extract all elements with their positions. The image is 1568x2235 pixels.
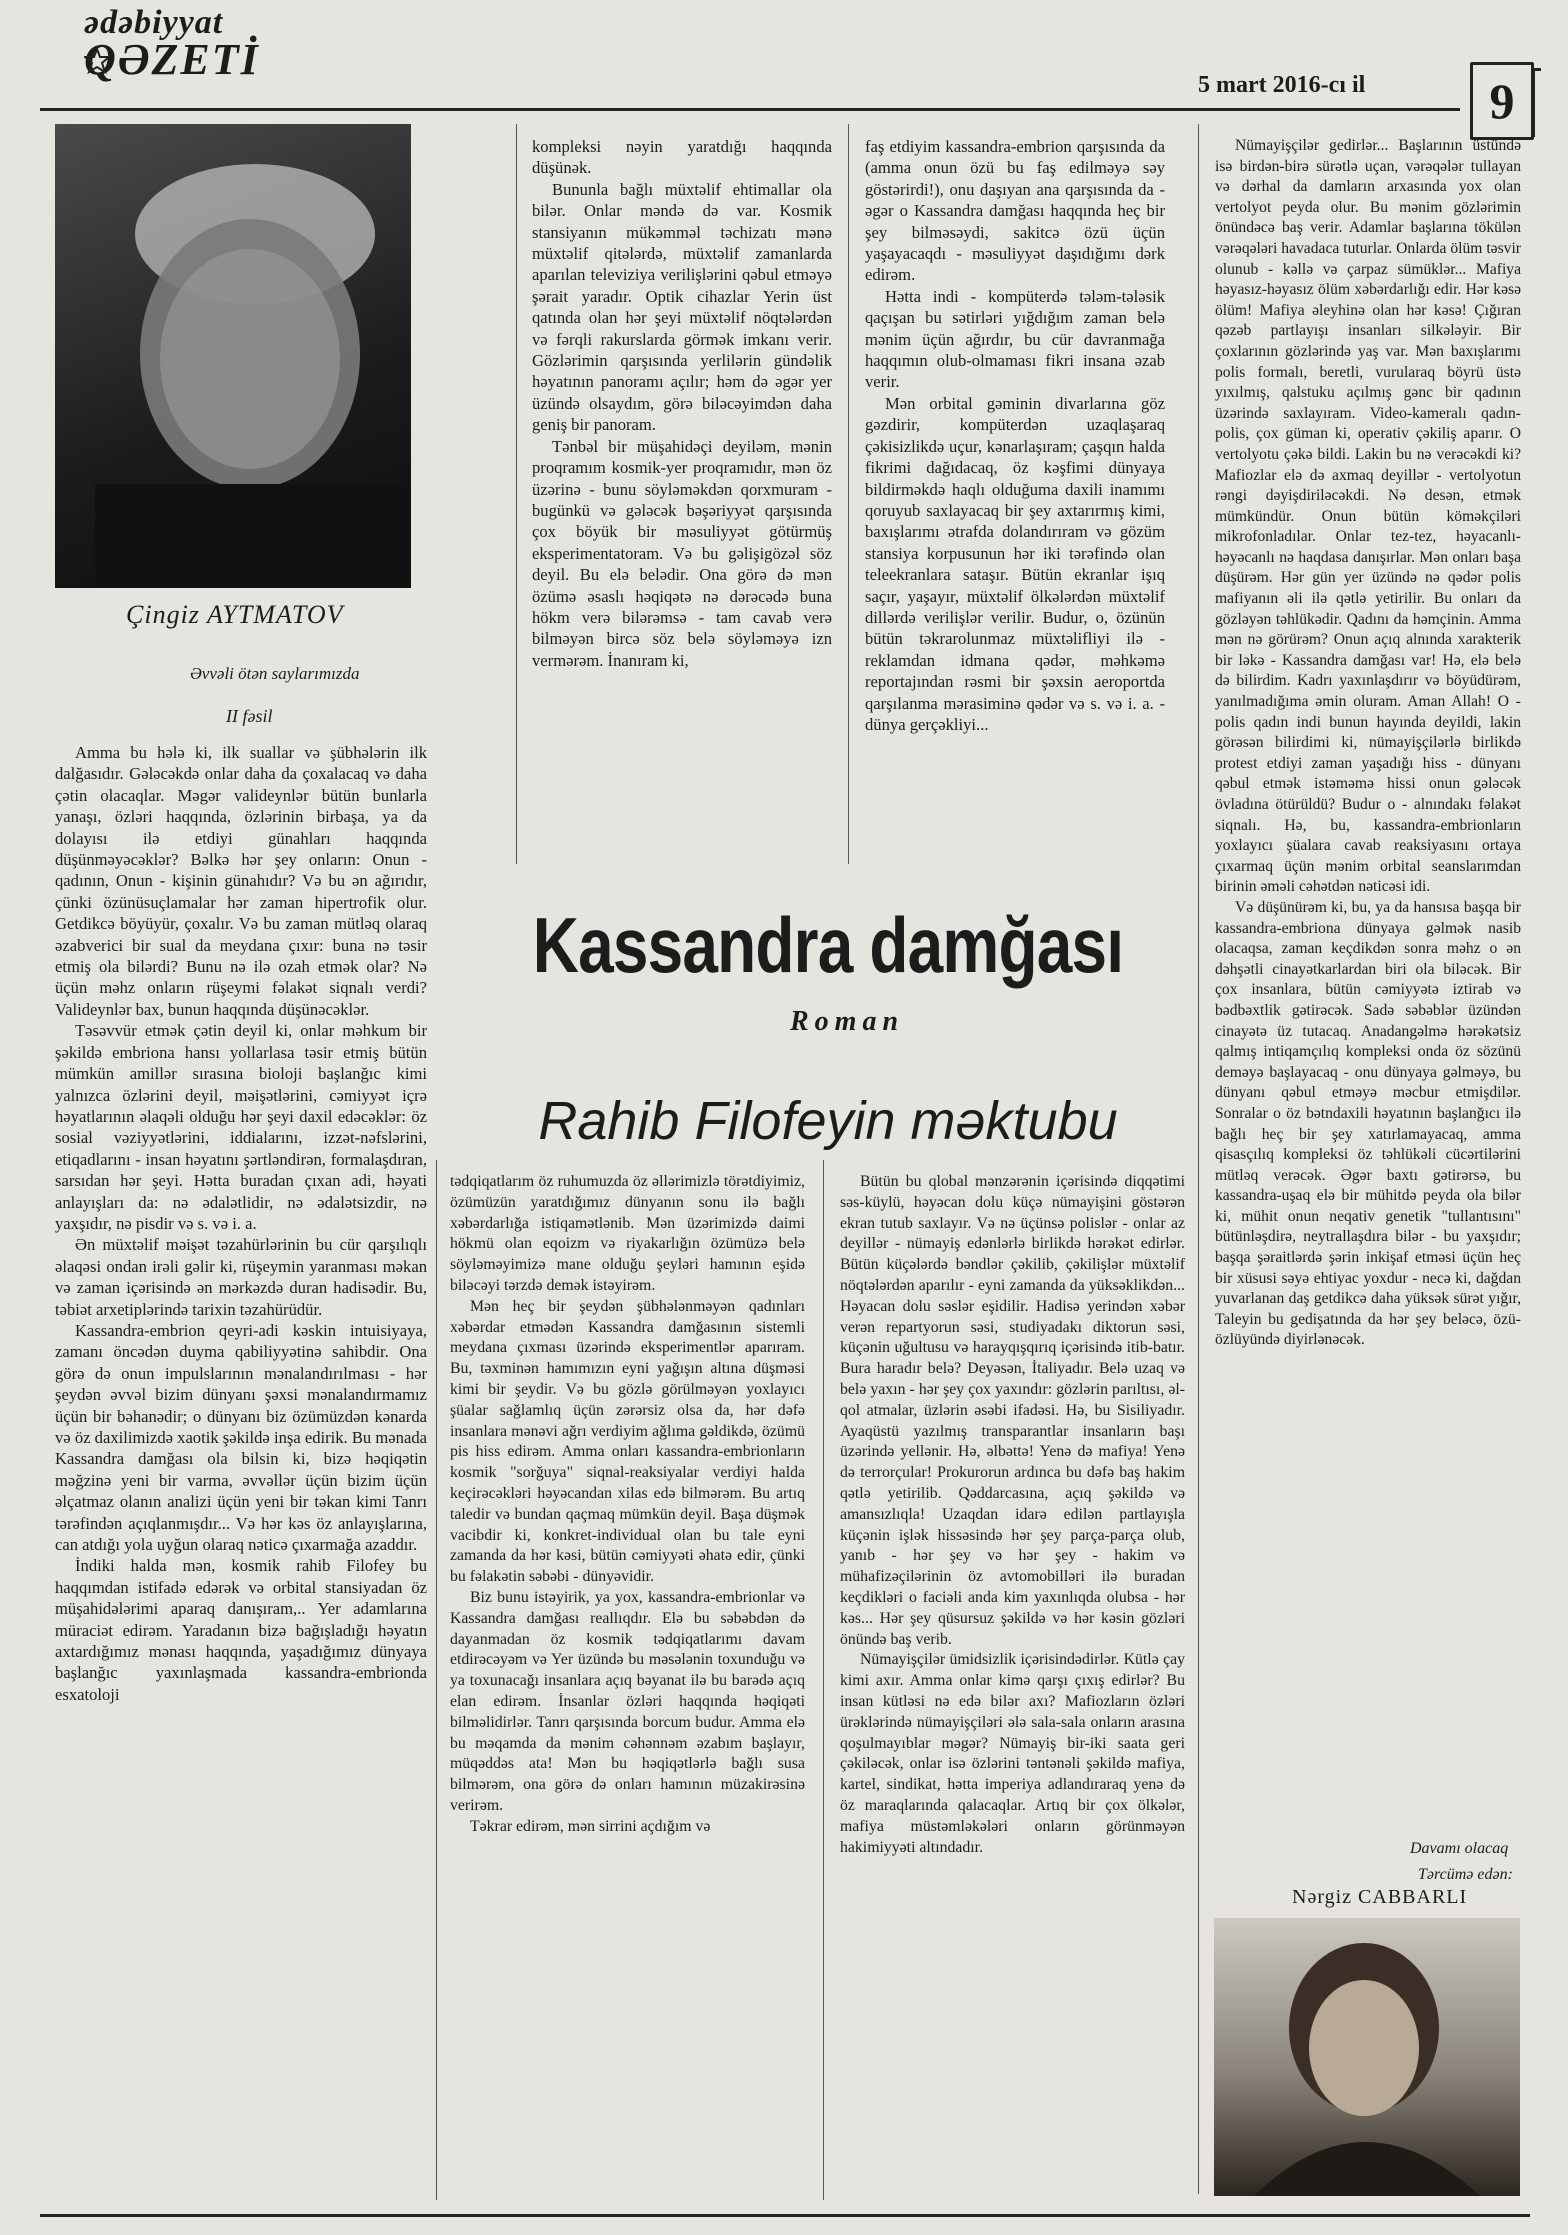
paragraph: Bununla bağlı müxtəlif ehtimallar ola bilər. Onlar məndə də var. Kosmik stansiyanın mükəmməl təchizatı mənə müxtəlif qitələrdə, müxtəlif zamanlarda aparılan televiziya verilişlərini qəbul etməyə şərait yaradır. Optik cihazlar Yerin üst qatında olan hər şeyi müxtəlif nöqtələrdən və fərqli rakurslarda görmək imkanı verir. Gözlərimin qarşısında yerlilərin gündəlik həyatının panoramı açılır; həm də əgər yer üzündə olsaydım, görə biləcəyimdən daha geniş bir panoram. [532, 179, 832, 435]
article-column-3 [865, 136, 1165, 735]
column-divider [516, 124, 517, 864]
paragraph: faş etdiyim kassandra-embrion qarşısında da (amma onun özü bu faş edilməyə səy göstərirdi!), onu daşıyan ana qarşısında da - əgər o Kassandra damğası haqqında heç bir şey bilməsəydi, sakitcə özü üçün yaşayacaqdı - məsuliyyət daşıdığımı dərk edirəm. [865, 137, 1165, 285]
previous-issues-note: Əvvəli ötən saylarımızda [190, 664, 360, 683]
masthead-line-2: QƏZETİ [84, 35, 260, 84]
paragraph: Amma bu hələ ki, ilk suallar və şübhələrin ilk dalğasıdır. Gələcəkdə onlar daha da çoxalacaq və daha çətin olacaqlar. Məgər valideynlər bütün bunlarla yanaşı, özləri haqqında, özlərinin birbaşa, ya da dolayısı ilə etdiyi günahları haqqında düşünməyəcəklər? Bəlkə hər şey onların: Onun - qadının, Onun - kişinin günahıdır? Və bu ən ağırıdır, çünki özünüsuçlamalar hər zaman hipertrofik olur. Getdikcə böyüyür, çoxalır. Və bu zaman mütləq olaraq əzabverici bir sual da meydana çıxır: buna nə təsir etmiş ola bilərdi? Bunu nə ilə ozah etmək olar? Nə üçün məhz onların rüşeymi fəlakət siqnalı verdi? Valideynlər bax, bunun haqqında düşünəcəklər. [55, 743, 427, 1019]
masthead-line-1: ədəbiyyat [84, 4, 224, 41]
translator-photo [1214, 1918, 1520, 2196]
paragraph: Və düşünürəm ki, bu, ya da hansısa başqa bir kassandra-embriona dünyaya gəlmək nasib olacaqsa, zaman keçdikdən sonra məhz o ən dəhşətli cinayətkarlardan biri ola biləcək. Bir çox insanlara, bütün cəmiyyətə iztirab və bədbəxtlik gətirəcək. Sadə səbəblər üzündən cinayətə üz tutacaq. Anadangəlmə hərəkətsiz qalmış intiqamçılıq kompleksi onda öz sözünü deməyə başlayacaq - onu dünyaya gəlməyə, bu dünyanı qəbul etməyə məcbur etmişdilər. Sonralar o öz bətndaxili həyatının başlanğıcı ilə bağlı heç bir şey xatırlamayacaq, amma qisasçılıq kompleksi öz təhlükəli cücərtilərini mütləq verəcək. Əgər baxtı gətirərsə, bu kassandra-uşaq elə bir mühitdə peyda ola bilər ki, mühit onun neqativ genetik "tullantısını" bütünləşdirə, neytrallaşdıra bilər - bu yaxşıdır; başqa şəraitlərdə şərin inkişaf etməsi üçün heç bir xüsusi səyə ehtiyac yoxdur - necə ki, dağdan yuvarlanan daş getdikcə daha yüksək sürət yığır, Taleyin bu gedişatında da hər şey beləcə, özü-özlüyündə diyirlənəcək. [1215, 898, 1521, 1349]
column-divider [1198, 124, 1199, 2194]
paragraph: Tənbəl bir müşahidəçi deyiləm, mənin proqramım kosmik-yer proqramıdır, mən öz üzərinə - bunu söyləməkdən qorxmuram - bugünkü və gələcək bəşəriyyət qarşısında çox böyük bir məsuliyyət götürmüş eksperimentatoram. Və bu gəlişigözəl söz deyil. Bu elə belədir. Ona görə də mən özümə əsaslı həqiqətə nə dərəcədə buna hökm verə bilərəmsə - tam cavab verə bilməyən bircə söz belə söyləməyə izn vermərəm. İnanıram ki, [532, 436, 832, 670]
headline: Kassandra damğası [532, 901, 1124, 989]
paragraph: Mən orbital gəminin divarlarına göz gəzdirir, kompüterdən uzaqlaşaraq çəkisizlikdə uçur, kənarlaşıram; çaşqın halda fikrimi dağıdacaq, öz kəşfimi dünyaya bildirməkdə haqlı olduğuma daxili inamımı qoruyub saxlayacaq bir şey axtarırmış kimi, baxışlarımı ətrafda dolandırıram və gözüm stansiya korpusunun hər iki tərəfində olan teleekranlara sataşır. Bütün ekranlar işıq saçır, yaşayır, müxtəlif ölkələrdən müxtəlif dillərdə verilişlər verilir. Budur, o, özünün bütün təkrarolunmaz müxtəlifliyi ilə - reklamdan idmana qədər, məhkəmə reportajından rəsmi bir şəxsin aeroportda qarşılanma mərasiminə qədər və s. və i. a. - dünya gerçəkliyi... [865, 393, 1165, 734]
chapter-label: II fəsil [226, 706, 273, 726]
article-column-2 [532, 136, 832, 671]
paragraph: kompleksi nəyin yaratdığı haqqında düşünək. [532, 137, 832, 178]
article-column-4 [1215, 136, 1521, 1351]
article-column-5 [450, 1172, 805, 1838]
issue-date: 5 mart 2016-cı il [1198, 72, 1366, 98]
translated-by-label: Tərcümə edən: [1418, 1866, 1513, 1883]
paragraph: Hətta indi - kompüterdə tələm-tələsik qaçışan bu sətirləri yığdığım zaman belə mənim üçün ağırdır, bu cür davranmağa haqqımın olub-olmaması fikri insana əzab verir. [865, 286, 1165, 392]
continued-note: Davamı olacaq [1410, 1840, 1509, 1857]
masthead-star-icon [84, 48, 110, 74]
page-number: 9 [1470, 62, 1534, 140]
translator-name: Nərgiz CABBARLI [1292, 1886, 1468, 1908]
column-divider [436, 1160, 437, 2200]
genre-label: Roman [790, 1006, 905, 1037]
paragraph: Təsəvvür etmək çətin deyil ki, onlar məhkum bir şəkildə embriona hansı yollarlasa təsir etmiş bütün mümkün amillər sırasına bioloji başlanğıc kimi yalnızca özlərini deyil, məişətlərini, cəmiyyət içrə həyatlarının əlaqəli olduğu hər şeyi daxil edəcəklər: öz sosial vəziyyətlərini, iddialarını, izzət-nəfslərini, etiqadlarını - insan həyatını şərtləndirən, formalaşdıran, sarsıdan hər şeyi. Hətta buradan çıxan adi, həyati anlayışları da: nə ədalətlidir, nə ədalətsizdir, nə yaxşıdır, nə pisdir və s. və i. a. [55, 1021, 427, 1233]
column-divider [823, 1160, 824, 2200]
paragraph: tədqiqatlarım öz ruhumuzda öz əllərimizlə törətdiyimiz, özümüzün yaratdığımız dünyanın sonu ilə bağlı xəbərdarlığa istiqamətlənib. Mən üzərimizdə daimi hökmü olan eqoizm və riyakarlığın özümüzə belə söyləməyimizə mane olduğu şeyləri hamının eşidə biləcəyi tərzdə demək istəyirəm. [450, 1173, 805, 1294]
column-divider [848, 124, 849, 864]
paragraph: Bütün bu qlobal mənzərənin içərisində diqqətimi səs-küylü, həyəcan dolu küçə nümayişini göstərən ekran tutub saxlayır. Və nə üçünsə polislər - onlar az deyillər - nümayiş edənlərlə birlikdə hərəkət edirlər. Bütün küçələrdə bəndlər çəkilib, çəkilişlər müxtəlif nöqtələrdən aparılır - eyni zamanda da yüksəklikdən... Həyacan dolu səslər eşidilir. Hadisə yerindən xəbər verən repartyorun səsi, studiyadakı diktorun səsi, küçənin uğultusu və harayqışqırıq içərisində itib-batır. Bura haradır belə? Deyəsən, İtaliyadır. Belə uzaq və belə yaxın - hər şey çox yaxındır: gözlərin parıltısı, əl-qol atmalar, üzlərin əsəbi ifadəsi. Hə, bu Sisiliyadır. Ayaqüstü yazılmış transparantlar insanların başı üzərində yellənir. Hə, əlbəttə! Yenə də mafiya! Yenə də terrorçular! Prokurorun ardınca bu dəfə baş hakim qətlə yetirilib. Qəddarcasına, açıq şəkildə və amansızlıqla! Uzaqdan idarə edilən partlayışla küçənin işlək hissəsində hər şey parça-parça olub, yanıb - hər şey və hər şey - hakim və mühafizəçilərinin öz avtomobilləri ilə buradan keçdikləri o faciəli anda kim yaxınlıqda olubsa - hər kəs... Hər şey qüsursuz şəkildə və hər kəsin gözləri önündə baş verib. [840, 1173, 1185, 1648]
paragraph: İndiki halda mən, kosmik rahib Filofey bu haqqımdan istifadə edərək və orbital stansiyadan öz müşahidələrimi aparaq danışıram,.. Yer adamlarına müraciət edirəm. Yaradanın bizə bağışladığı həyatın axtardığımız mənası haqqında, yaşadığımız dünyaya başlanğıc yaxınlaşmada kassandra-embrionda esxatoloji [55, 1556, 427, 1704]
paragraph: Kassandra-embrion qeyri-adi kəskin intuisiyaya, zamanı öncədən duyma qabiliyyətinə sahibdir. Ona görə də onun impulslarının mənalandırılması - hər şeydən əvvəl bizim dünyanı şəxsi mənalandırmamız üçün bir bəhanədir; o dünyanı biz özümüzdən kənarda və öz daxilimizdə xaotik şəkildə inşa edirik. Bu mənada Kassandra damğası ola bilsin ki, bizə həqiqətin məğzinə yeni bir varma, əvvəllər üçün bizim üçün əlçatmaz olanın analizi üçün yeni bir təkan kimi Tanrı tərəfindən açıqlanmışdır... Və hər kəs öz anlayışlarına, can atdığı yola uyğun olaraq nəticə çıxarmağa azaddır. [55, 1320, 427, 1555]
paragraph: Biz bunu istəyirik, ya yox, kassandra-embrionlar və Kassandra damğası reallıqdır. Elə bu səbəbdən də dayanmadan öz kosmik tədqiqatlarımı davam etdirəcəyəm və Yer üzündə bu məsələnin toxunduğu və ya toxunacağı insanlara açıq bəyanat ilə bu barədə açıq elan edirəm. İnsanlar özləri haqqında həqiqəti bilməlidirlər. Tanrı qarşısında borcum budur. Amma elə bu məqamda da mənim cəhənnəm əzabım başlayır, müqəddəs ata! Mən bu həqiqətlərlə bağlı susa bilmərəm, ona görə də onları hamının müzakirəsinə verirəm. [450, 1588, 805, 1814]
article-column-6 [840, 1172, 1185, 1858]
author-photo [55, 124, 411, 588]
paragraph: Nümayişçilər gedirlər... Başlarının üstündə isə birdən-birə sürətlə uçan, vərəqələr tullayan və dərhal da damların arxasında yox olan vertolyot peyda olur. Bu mənim gözlərimin önündəcə baş verir. Adamlar başlarına tökülən vərəqələri havadaca tuturlar. Onlarda ölüm təsvir olunub - kəllə və çarpaz sümüklər... Mafiya həyasız-həyasız ölüm xəbərdarlığı edir. Hər kəsə ölüm! Mafiya əleyhinə olan hər kəsə! Çığıran qəzəb partlayışı insanları silkələyir. Bir çoxlarının gözlərində yaş var. Mən baxışlarımı polis formalı, beretli, vurularaq böyrü üstə yıxılmış, qalstuku açılmış gənc bir qadının üzərində saxlayıram. Video-kameralı qadın-polis, çox güman ki, operativ çəkiliş aparır. O vertolyotu çəkə bildi. Lakin bu nə verəcəkdi ki? Mafiozlar elə də axmaq deyillər - vertolyotun rəngi dəyişdiriləcəkdi. Nə desən, etmək mümkündür. Onun bütün köməkçiləri mikrofonladılar. Onlar tez-tez, həyacanlı-həyəcanlı nə haqdasa danışırlar. Mən onları başa düşürəm. Hər gün yer üzündə nə qədər polis mafiyanın əli ilə qətlə yetirilir. Bu onları da gözləyən təhlükədir. Qadını da həmçinin. Amma mən nə görürəm? Onun açıq alnında xarakterik bir ləkə - Kassandra damğası var! Hə, elə belə də bilirdim. Kadrı yaxınlaşdırır və böyüdürəm, yanılmadığıma əmin oluram. Aman Allah! O - polis qadın indi bunun hayında deyildi, lakin görəsən bilirdimi ki, nümayişçilərlə birlikdə protest etdiyi zaman yaşadığı hiss - dünyanı qəbul etmək istəməmə hissi onun gələcək övladına ötürüldü? Budur o - alnındakı fəlakət siqnalı. Hə, bu, kassandra-embrionların yoxlayıcı şüalara cavab reaksiyasını ortaya çıxarmaq üçün mənim orbital seanslarımdan birinin əməli cəhətdən nəticəsi idi. [1215, 137, 1521, 896]
article-column-1 [55, 742, 427, 1705]
header-rule [40, 108, 1460, 111]
paragraph: Ən müxtəlif məişət təzahürlərinin bu cür qarşılıqlı əlaqəsi ondan irəli gəlir ki, rüşeymin yaranması məkan və zaman içərisində ən mərkəzdə duran hadisədir. Bu, təbiət arxetiplərində tarixin təzahürüdür. [55, 1235, 427, 1319]
paragraph: Nümayişçilər ümidsizlik içərisindədirlər. Kütlə çay kimi axır. Amma onlar kimə qarşı çıxış edirlər? Bu insan kütləsi nə edə bilər axı? Mafiozların özləri ürəklərində nümayişçiləri ələ sala-sala onların arasına qoşulmayıblar məgər? Nümayiş bir-iki saata geri çəkiləcək, onlar isə özlərini təntənəli şəkildə mafiya, kartel, sindikat, hətta imperiya adlandıraraq yenə də öz maraqlarında qalacaqlar. Artıq bir çox ölkələr, mafiya müstəmləkələri onların görünməyən hakimiyyəti altındadır. [840, 1651, 1185, 1856]
paragraph: Təkrar edirəm, mən sirrini açdığım və [470, 1817, 711, 1835]
footer-rule [40, 2214, 1530, 2217]
subtitle: Rahib Filofeyin məktubu [538, 1091, 1118, 1151]
paragraph: Mən heç bir şeydən şübhələnməyən qadınları xəbərdar etmədən Kassandra damğasının sistemli meydana çıxması üzərində eksperimentlər aparıram. Bu, təxminən hamımızın eyni yağışın altına düşməsi kimi bir şeydir. Və bu gözlə görülməyən yoxlayıcı şüalar sağlamlıq üçün zərərsiz olsa da, hər dəfə insanlara mənəvi ağrı verdiyim ağlıma gəldikdə, özümü pis hiss edirəm. Amma onları kassandra-embrionların kosmik "sorğuya" siqnal-reaksiyalar verdiyi halda keçirəcəkləri həyəcandan xilas edə bilmərəm. Bu artıq taledir və bundan qaçmaq mümkün deyil. Başa düşmək vacibdir ki, konkret-individual olan bu tale eyni zamanda da hər kəsi, bütün cəmiyyəti əhatə edir, çünki bu fəlakətin səbəbi - dünyəvidir. [450, 1297, 805, 1586]
author-name: Çingiz AYTMATOV [126, 600, 344, 629]
